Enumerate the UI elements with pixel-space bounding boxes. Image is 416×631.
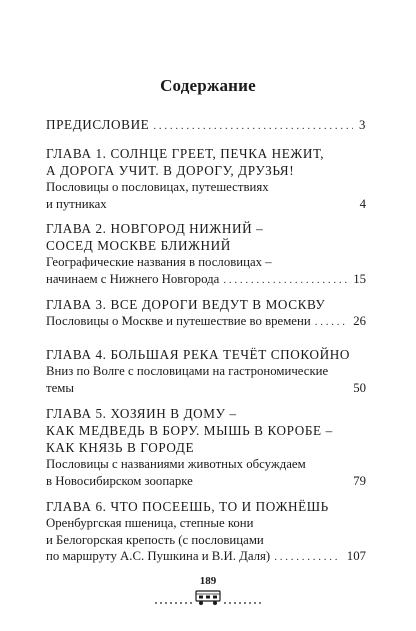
toc-entry-row [46, 116, 366, 135]
toc-heading: А ДОРОГА УЧИТ. В ДОРОГУ, ДРУЗЬЯ! [46, 163, 295, 178]
leader-dots [274, 549, 341, 566]
wagon-ornament-icon [152, 588, 264, 608]
toc-entry-chapter-5[interactable] [46, 405, 366, 489]
toc-entry-row [46, 380, 366, 397]
toc-page-number: 4 [359, 196, 366, 211]
toc-heading: ГЛАВА 6. ЧТО ПОСЕЕШЬ, ТО И ПОЖНЁШЬ [46, 499, 329, 514]
toc-page-number: 3 [359, 118, 366, 132]
toc-page-number: 107 [346, 549, 366, 563]
toc-heading: КАК КНЯЗЬ В ГОРОДЕ [46, 440, 195, 455]
toc-entry-chapter-3[interactable] [46, 296, 366, 331]
toc-entry-row [46, 271, 366, 289]
toc-heading: КАК МЕДВЕДЬ В БОРУ. МЫШЬ В КОРОБЕ – [46, 423, 333, 438]
toc-entry-row [46, 473, 366, 490]
toc-description: Пословицы о Москве и путешествие во времени [46, 314, 311, 328]
toc-description: темы [46, 380, 74, 395]
toc-description: Географические названия в пословицах – [46, 255, 272, 269]
leader-dots [223, 272, 347, 289]
toc-heading: ГЛАВА 1. СОЛНЦЕ ГРЕЕТ, ПЕЧКА НЕЖИТ, [46, 146, 325, 161]
toc-description: Оренбургская пшеница, степные кони [46, 516, 254, 530]
toc-entry-preface[interactable] [46, 116, 366, 135]
toc-heading: ГЛАВА 4. БОЛЬШАЯ РЕКА ТЕЧЁТ СПОКОЙНО [46, 347, 350, 362]
toc-heading: ГЛАВА 2. НОВГОРОД НИЖНИЙ – [46, 221, 264, 236]
toc-page-number: 79 [353, 473, 366, 488]
toc-heading: ГЛАВА 3. ВСЕ ДОРОГИ ВЕДУТ В МОСКВУ [46, 297, 326, 312]
toc-description: Пословицы о пословицах, путешествиях [46, 180, 269, 194]
toc-entry-chapter-6[interactable] [46, 498, 366, 566]
toc-page-number: 26 [353, 314, 366, 328]
leader-dots [153, 118, 353, 135]
toc-description: Пословицы с названиями животных обсуждаем [46, 457, 306, 471]
toc-heading: ГЛАВА 5. ХОЗЯИН В ДОМУ – [46, 406, 237, 421]
toc-description: Вниз по Волге с пословицами на гастрономические [46, 364, 329, 378]
toc-page-number: 50 [353, 380, 366, 395]
page-number: 189 [199, 575, 217, 587]
toc-description: и Белогорская крепость (с пословицами [46, 532, 264, 547]
toc-entry-chapter-1[interactable] [46, 145, 366, 212]
toc-description: и путниках [46, 196, 107, 211]
toc-entry-chapter-4[interactable] [46, 346, 366, 396]
toc-description: в Новосибирском зоопарке [46, 473, 193, 488]
toc-description: по маршруту А.С. Пушкина и В.И. Даля) [46, 549, 271, 563]
toc-entry-chapter-2[interactable] [46, 220, 366, 288]
toc-entry-row [46, 313, 366, 331]
toc-description: начинаем с Нижнего Новгорода [46, 271, 220, 286]
leader-dots [315, 314, 348, 331]
toc-entry-row [46, 196, 366, 213]
toc-entry-row [46, 548, 366, 566]
toc-heading: ПРЕДИСЛОВИЕ [46, 117, 150, 132]
toc-heading: СОСЕД МОСКВЕ БЛИЖНИЙ [46, 238, 231, 253]
page-title: Содержание [160, 76, 256, 95]
toc-page-number: 15 [353, 271, 366, 286]
